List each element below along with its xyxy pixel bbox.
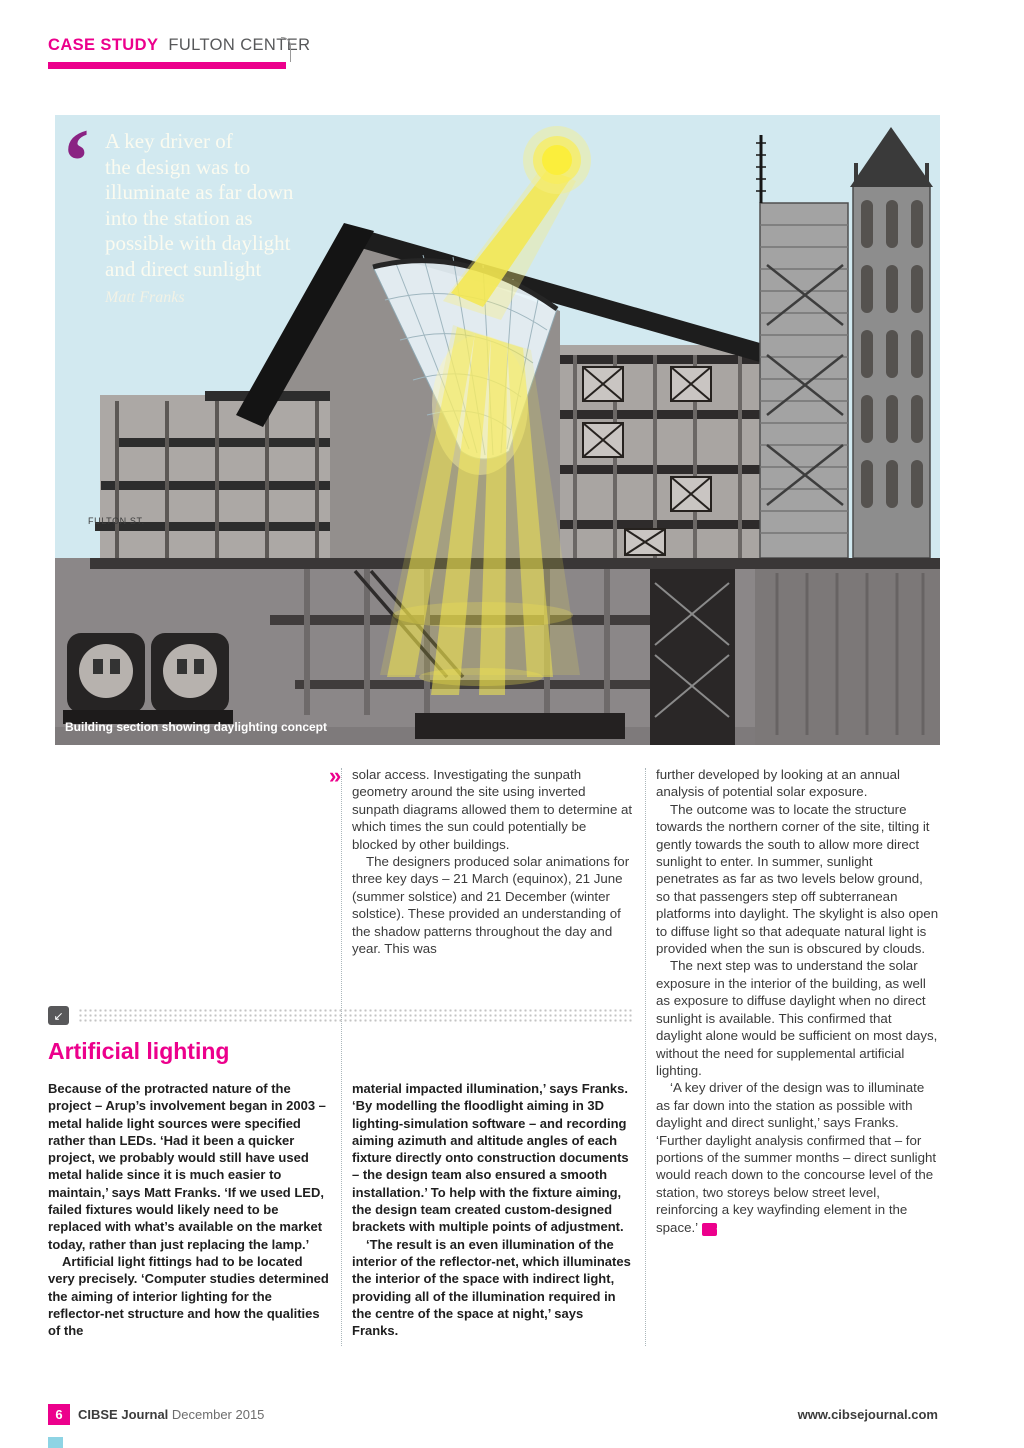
journal-website: www.cibsejournal.com <box>797 1407 938 1422</box>
daylighting-section-figure <box>55 110 940 745</box>
body-paragraph: solar access. Investigating the sunpath geometry around the site using inverted sunpath diagrams allowed them to determine at which times the sun could potentially be blocked by other buildings. <box>352 767 633 852</box>
column-middle-artificial <box>352 1080 633 1339</box>
column-divider <box>341 768 342 1346</box>
body-paragraph: The designers produced solar animations for three key days – 21 March (equinox), 21 June (summer solstice) and 21 December (winter solstice). These provided an understanding of the shadow patterns throughout the day and year. This was <box>352 854 630 957</box>
quote-attribution: Matt Franks <box>105 289 185 306</box>
end-of-article-icon: ↵ <box>702 1223 717 1236</box>
body-paragraph: The next step was to understand the solar exposure in the interior of the building, as well as exposure to diffuse daylight when no direct sunlight is available. This confirmed that daylight alone would be sufficient on most days, without the need for supplemental artificial lighting. <box>656 958 938 1078</box>
body-paragraph: ‘The result is an even illumination of the interior of the reflector-net, which illuminates the interior of the space with indirect light, providing all of the illumination required in the centre of the space at night,’ says Franks. <box>352 1236 631 1339</box>
body-paragraph: material impacted illumination,’ says Franks. ‘By modelling the floodlight aiming in 3D lighting-simulation software – and recording aiming azimuth and altitude angles of each fixture directly onto construction documents – the design team also ensured a smooth installation.’ To help with the fixture aiming, the design team created custom-designed brackets with multiple points of adjustment. <box>352 1081 629 1235</box>
dotted-rule <box>78 1008 632 1023</box>
body-paragraph: further developed by looking at an annual analysis of potential solar exposure. <box>656 767 900 800</box>
section-jump-icon: ↙ <box>48 1006 69 1025</box>
column-left-artificial <box>48 1080 330 1339</box>
quote-mark-icon: ‘ <box>61 110 92 212</box>
kicker-title: FULTON CENTER <box>168 36 311 54</box>
pull-quote <box>61 110 371 307</box>
page-kicker <box>48 36 310 55</box>
pull-quote-text: A key driver of the design was to illuminate as far down into the station as possible with daylight and direct sunlight <box>105 129 294 281</box>
column-divider <box>645 768 646 1346</box>
figure-caption: Building section showing daylighting concept <box>65 720 328 734</box>
kicker-bracket-ornament <box>281 37 291 62</box>
journal-name: CIBSE Journal December 2015 <box>78 1407 265 1422</box>
body-paragraph: Artificial light fittings had to be located very precisely. ‘Computer studies determined the aiming of interior lighting for the reflector-net structure and how the qualities of the <box>48 1253 329 1339</box>
body-paragraph: ‘A key driver of the design was to illuminate as far down into the station as possible with daylight and direct sunlight,’ says Franks. ‘Further daylight analysis confirmed that – for portions of the summer months – direct sunlight would reach down to the concourse level of the station, two storeys below street level, reinforcing a key wayfinding element in the space.’ ↵ <box>656 1080 937 1235</box>
page-number-badge: 6 <box>48 1404 70 1425</box>
corner-color-swatch <box>48 1437 63 1448</box>
kicker-label: CASE STUDY <box>48 36 159 54</box>
kicker-underline-rule <box>48 62 286 69</box>
section-heading: Artificial lighting <box>48 1038 230 1064</box>
street-label: FULTON ST. <box>88 516 145 526</box>
continuation-chevron-icon: » <box>329 763 342 788</box>
body-paragraph: The outcome was to locate the structure towards the northern corner of the site, tilting it gently towards the south to allow more direct sunlight to enter. In summer, sunlight penetrates as far as two levels below ground, so that passengers step off subterranean platforms into daylight. The skylight is also open to diffuse light so that adequate natural light is provided when the sun is obscured by clouds. <box>656 801 939 957</box>
column-right <box>656 766 939 1236</box>
column-middle-top <box>352 766 633 957</box>
body-paragraph: Because of the protracted nature of the project – Arup’s involvement began in 2003 – metal halide light sources were specified rather than LEDs. ‘Had it been a quicker project, we probably would still have used metal halide since it is much easier to maintain,’ says Matt Franks. ‘If we used LED, failed fixtures would likely need to be replaced with what’s available on the market today, rather than just replacing the lamp.’ <box>48 1081 326 1252</box>
